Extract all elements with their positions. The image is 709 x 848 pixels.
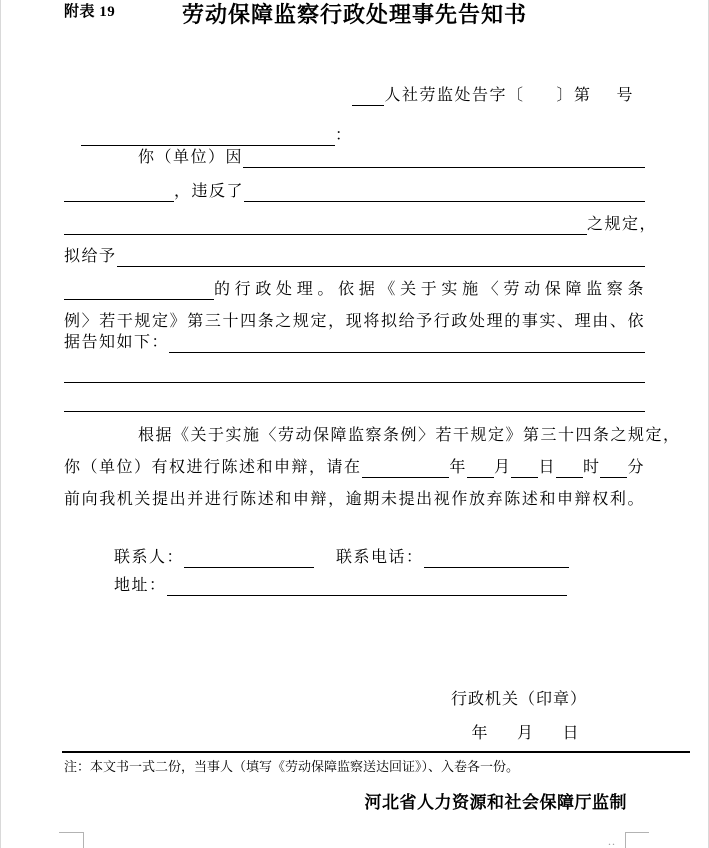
document-number-line	[352, 84, 634, 106]
addressee-line	[64, 124, 645, 146]
page-edge-left	[0, 0, 1, 848]
paragraph-indent	[64, 424, 138, 446]
inform-line	[64, 331, 645, 353]
issuer-line	[365, 789, 628, 813]
addressee-blank	[81, 123, 335, 146]
date-day: 日	[562, 725, 580, 742]
contact-line	[64, 546, 645, 568]
day-blank	[511, 455, 538, 478]
blank-underline	[64, 360, 645, 383]
date-month: 月	[516, 725, 535, 742]
date-gap	[489, 722, 517, 744]
rights-lead: 你（单位）有权进行陈述和申辩，请在	[64, 459, 362, 476]
violation-line	[64, 180, 645, 202]
docno-close-di: 〕第	[556, 87, 592, 104]
minute-unit: 分	[627, 459, 645, 476]
footnote-line	[64, 757, 645, 777]
address-indent	[64, 574, 114, 596]
violation-mid: ，违反了	[174, 183, 245, 200]
footnote-text: 注：本文书一式二份，当事人（填写《劳动保障监察送达回证》）、入卷各一份。	[64, 759, 520, 774]
date-gap	[534, 722, 562, 744]
margin-corner-mark-left-vertical	[83, 832, 84, 848]
month-unit: 月	[493, 459, 512, 476]
rights-line-3	[64, 488, 645, 510]
inform-blank	[169, 330, 645, 353]
inform-lead: 据告知如下：	[64, 334, 170, 351]
contact-person-label: 联系人：	[114, 549, 185, 566]
hour-unit: 时	[582, 459, 601, 476]
note-divider-rule	[62, 751, 690, 753]
facts-blank-line-1	[64, 361, 645, 383]
annex-text: 附表 19	[64, 4, 116, 20]
basis-continued-text: 例〉若干规定》第三十四条之规定，现将拟给予行政处理的事实、理由、依	[64, 313, 645, 330]
date-year: 年	[471, 725, 489, 742]
month-blank	[467, 455, 494, 478]
penalty-lead: 拟给予	[64, 248, 117, 265]
docno-number-gap	[591, 84, 616, 106]
authority-seal-label: 行政机关（印章）	[450, 691, 587, 708]
margin-corner-mark-left-horizontal	[59, 832, 83, 833]
regulation-tail: 之规定，	[586, 216, 657, 233]
page-artifact-dots: ..	[608, 834, 616, 848]
document-title: 劳动保障监察行政处理事先告知书	[181, 2, 527, 27]
regulation-line	[64, 213, 657, 235]
basis-text: 的行政处理。依据《关于实施〈劳动保障监察条	[214, 281, 645, 298]
address-blank	[167, 573, 567, 596]
cause-lead: 你（单位）因	[138, 149, 244, 166]
penalty-blank	[117, 244, 645, 267]
paragraph-indent	[64, 146, 138, 168]
contact-person-blank	[184, 545, 314, 568]
rights-text-1: 根据《关于实施〈劳动保障监察条例〉若干规定》第三十四条之规定，	[138, 427, 681, 444]
regulation-blank	[64, 212, 587, 235]
year-blank	[362, 455, 450, 478]
signature-date-line	[471, 722, 580, 744]
facts-blank-line-2	[64, 390, 645, 412]
cause-line	[64, 146, 645, 168]
contact-gap	[314, 546, 336, 568]
rights-text-3: 前向我机关提出并进行陈述和申辩，逾期未提出视作放弃陈述和申辩权利。	[64, 491, 645, 508]
margin-corner-mark-right-horizontal	[625, 832, 649, 833]
day-unit: 日	[538, 459, 556, 476]
addressee-indent	[64, 124, 81, 146]
contact-indent	[64, 546, 114, 568]
violation-blank-right	[244, 179, 645, 202]
docno-prefix: 人社劳监处告字〔	[384, 87, 525, 104]
annex-label	[64, 3, 645, 23]
authority-seal-line	[451, 688, 587, 710]
year-unit: 年	[449, 459, 467, 476]
addressee-colon: ：	[335, 127, 353, 144]
basis-line	[64, 278, 645, 300]
hour-blank	[556, 455, 583, 478]
docno-prefix-blank	[352, 83, 384, 106]
margin-corner-mark-right-vertical	[625, 832, 626, 848]
contact-phone-label: 联系电话：	[336, 549, 424, 566]
contact-phone-blank	[424, 545, 569, 568]
basis-continued-line	[64, 310, 645, 332]
violation-blank-left	[64, 179, 174, 202]
rights-line-2	[64, 456, 645, 478]
penalty-line	[64, 245, 645, 267]
docno-hao: 号	[616, 87, 634, 104]
address-label: 地址：	[114, 577, 167, 594]
cause-blank	[243, 145, 645, 168]
blank-underline	[64, 389, 645, 412]
minute-blank	[600, 455, 627, 478]
address-line	[64, 574, 645, 596]
issuer-text: 河北省人力资源和社会保障厅监制	[364, 793, 627, 812]
rights-line-1	[64, 424, 681, 446]
basis-blank	[64, 277, 214, 300]
docno-bracket-gap	[524, 84, 556, 106]
